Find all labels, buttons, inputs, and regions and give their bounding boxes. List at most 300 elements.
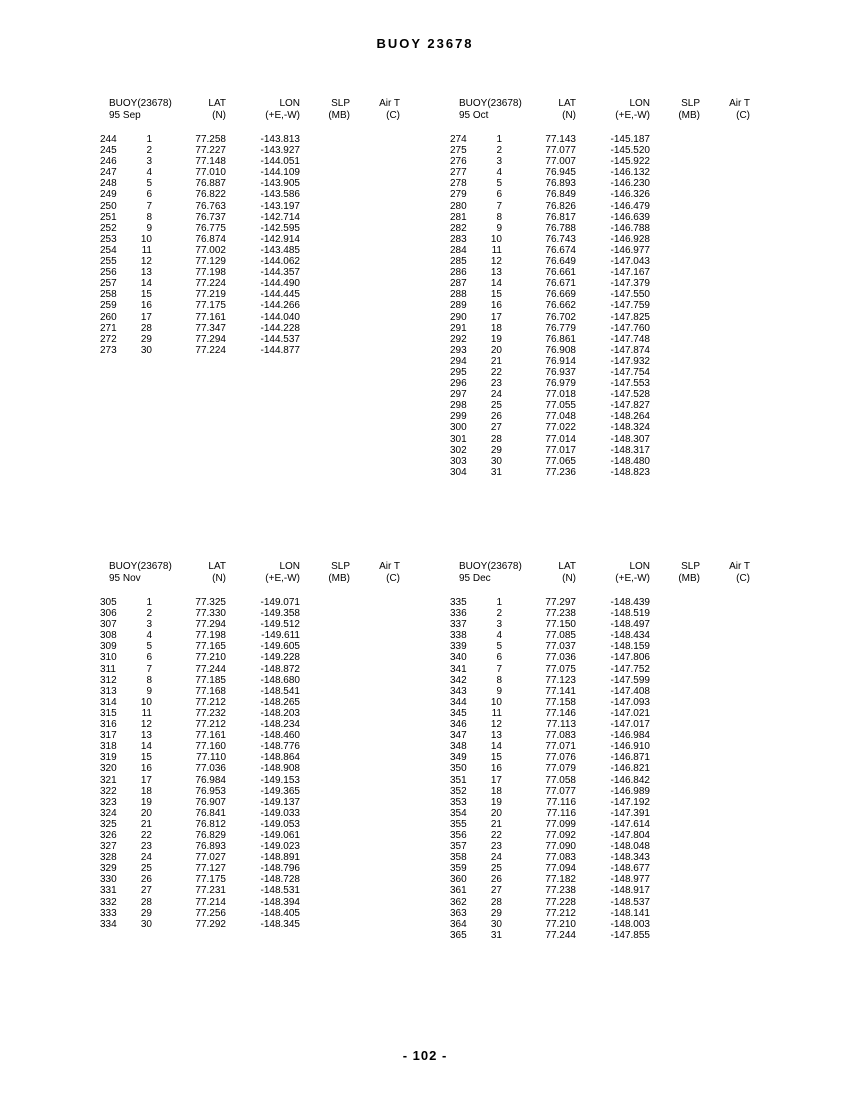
day-of-year-cell: 309 [100,641,117,653]
longitude-cell: -142.714 [260,211,300,223]
latitude-cell: 77.083 [545,852,576,864]
latitude-cell: 77.110 [196,752,226,764]
latitude-cell: 77.212 [545,907,576,919]
longitude-cell: -146.326 [610,189,650,201]
longitude-cell: -148.480 [610,455,650,467]
day-of-month-cell: 28 [140,322,152,334]
buoy-header [109,561,172,585]
lat-header [196,561,226,585]
day-of-month-cell: 18 [490,322,502,334]
table-row [100,708,460,719]
latitude-cell: 76.702 [545,311,576,323]
latitude-cell: 77.116 [546,807,576,819]
longitude-cell: -149.611 [261,630,300,642]
latitude-cell: 77.017 [545,444,576,456]
day-of-year-cell: 291 [450,322,467,334]
table-row [100,300,460,311]
longitude-cell: -148.439 [610,597,650,608]
day-of-year-cell: 360 [450,874,467,886]
day-of-year-cell: 332 [100,896,117,908]
table-row [100,819,460,830]
longitude-cell: -147.017 [610,719,650,731]
longitude-cell: -146.928 [610,233,650,245]
day-of-month-cell: 19 [140,796,152,808]
day-of-year-cell: 353 [450,796,467,808]
latitude-cell: 77.198 [195,630,226,642]
table-row [450,323,810,334]
table-row [450,378,810,389]
day-of-month-cell: 31 [490,929,502,941]
day-of-year-cell: 286 [450,267,467,279]
day-of-year-cell: 250 [100,200,117,212]
table-row [450,819,810,830]
lat-header-label: LAT [558,561,576,572]
longitude-cell: -146.230 [610,178,650,190]
latitude-cell: 77.065 [545,455,576,467]
day-of-year-cell: 244 [100,134,117,145]
longitude-cell: -147.043 [610,256,650,268]
table-row [450,411,810,422]
day-of-month-cell: 2 [496,608,502,620]
longitude-cell: -149.033 [260,807,300,819]
day-of-year-cell: 282 [450,222,467,234]
day-of-year-cell: 325 [100,818,117,830]
day-of-year-cell: 283 [450,233,467,245]
day-of-month-cell: 10 [140,696,152,708]
lat-header-label: LAT [208,561,226,572]
day-of-year-cell: 290 [450,311,467,323]
table-row [450,256,810,267]
day-of-year-cell: 256 [100,267,117,279]
table-row [100,697,460,708]
longitude-cell: -147.855 [610,929,650,941]
day-of-year-cell: 273 [100,344,117,356]
day-of-month-cell: 30 [490,918,502,930]
latitude-cell: 76.893 [195,841,226,853]
slp-header-label: SLP [331,98,350,109]
day-of-year-cell: 271 [100,322,117,334]
longitude-cell: -143.905 [260,178,300,190]
day-of-month-cell: 20 [490,344,502,356]
table-row [450,167,810,178]
table-row [450,797,810,808]
longitude-cell: -148.265 [260,696,300,708]
day-of-year-cell: 247 [100,167,117,179]
longitude-cell: -148.003 [610,918,650,930]
latitude-cell: 76.779 [545,322,576,334]
day-of-year-cell: 300 [450,422,467,434]
day-of-year-cell: 330 [100,874,117,886]
slp-header [320,98,350,122]
table-row [100,201,460,212]
day-of-year-cell: 338 [450,630,467,642]
table-row [100,312,460,323]
day-of-month-cell: 15 [140,289,152,301]
latitude-cell: 77.228 [545,896,576,908]
day-of-month-cell: 24 [140,852,152,864]
day-of-month-cell: 12 [490,719,502,731]
airt-header [360,561,400,585]
latitude-cell: 76.671 [545,278,576,290]
longitude-cell: -149.153 [260,774,300,786]
longitude-cell: -143.813 [260,134,300,145]
day-of-month-cell: 11 [141,707,152,719]
longitude-cell: -146.871 [610,752,650,764]
longitude-cell: -145.520 [610,145,650,157]
table-row [450,467,810,478]
latitude-cell: 77.083 [545,730,576,742]
day-of-year-cell: 249 [100,189,117,201]
airt-unit-label: (C) [736,110,750,121]
day-of-month-cell: 21 [490,355,502,367]
day-of-month-cell: 5 [146,641,152,653]
airt-header-label: Air T [729,98,750,109]
longitude-cell: -149.053 [260,818,300,830]
latitude-cell: 77.002 [195,244,226,256]
table-row [100,652,460,663]
latitude-cell: 76.743 [545,233,576,245]
latitude-cell: 77.182 [545,874,576,886]
lon-header-label: LON [279,98,300,109]
table-row [450,830,810,841]
table-row [450,201,810,212]
longitude-cell: -148.917 [610,885,650,897]
longitude-cell: -148.317 [610,444,650,456]
airt-unit-label: (C) [386,573,400,584]
buoy-id-label: BUOY(23678) [459,98,522,109]
day-of-month-cell: 2 [496,145,502,157]
latitude-cell: 76.775 [195,222,226,234]
data-block-sep [100,98,460,498]
longitude-cell: -146.977 [610,244,650,256]
day-of-month-cell: 7 [146,200,152,212]
latitude-cell: 76.945 [545,167,576,179]
day-of-year-cell: 351 [450,774,467,786]
latitude-cell: 76.674 [545,244,576,256]
slp-header [670,98,700,122]
day-of-month-cell: 9 [146,222,152,234]
latitude-cell: 76.937 [545,366,576,378]
table-row [450,389,810,400]
day-of-year-cell: 323 [100,796,117,808]
day-of-month-cell: 30 [140,344,152,356]
day-of-year-cell: 275 [450,145,467,157]
day-of-year-cell: 345 [450,707,467,719]
table-row [450,597,810,608]
day-of-month-cell: 22 [140,829,152,841]
day-of-year-cell: 324 [100,807,117,819]
lat-unit-label: (N) [212,573,226,584]
latitude-cell: 77.161 [195,730,226,742]
day-of-year-cell: 304 [450,466,467,478]
day-of-month-cell: 28 [490,896,502,908]
day-of-year-cell: 317 [100,730,117,742]
period-label: 95 Nov [109,573,141,584]
longitude-cell: -143.586 [260,189,300,201]
day-of-year-cell: 346 [450,719,467,731]
longitude-cell: -145.187 [610,134,650,145]
day-of-year-cell: 336 [450,608,467,620]
longitude-cell: -149.071 [260,597,300,608]
table-row [100,908,460,919]
longitude-cell: -148.680 [260,674,300,686]
day-of-month-cell: 5 [496,641,502,653]
day-of-month-cell: 23 [490,841,502,853]
table-row [100,145,460,156]
table-row [100,289,460,300]
latitude-cell: 77.075 [545,663,576,675]
table-row [450,422,810,433]
table-row [450,808,810,819]
lon-header-label: LON [629,561,650,572]
table-row [100,863,460,874]
latitude-cell: 76.763 [195,200,226,212]
day-of-month-cell: 16 [490,763,502,775]
table-row [100,234,460,245]
table-row [450,775,810,786]
day-of-year-cell: 342 [450,674,467,686]
longitude-cell: -144.228 [260,322,300,334]
day-of-month-cell: 3 [146,619,152,631]
buoy-id-label: BUOY(23678) [459,561,522,572]
day-of-month-cell: 6 [146,652,152,664]
latitude-cell: 77.113 [546,719,576,731]
latitude-cell: 77.214 [195,896,226,908]
longitude-cell: -146.842 [610,774,650,786]
day-of-year-cell: 277 [450,167,467,179]
day-of-month-cell: 29 [490,907,502,919]
day-of-month-cell: 12 [140,256,152,268]
latitude-cell: 77.150 [545,619,576,631]
longitude-cell: -148.541 [260,685,300,697]
latitude-cell: 77.224 [195,344,226,356]
day-of-year-cell: 253 [100,233,117,245]
day-of-month-cell: 25 [140,863,152,875]
longitude-cell: -148.203 [260,707,300,719]
table-row [450,189,810,200]
table-row [100,885,460,896]
day-of-year-cell: 354 [450,807,467,819]
latitude-cell: 77.238 [545,885,576,897]
day-of-month-cell: 22 [490,366,502,378]
table-row [450,345,810,356]
table-row [100,741,460,752]
latitude-cell: 77.161 [195,311,226,323]
table-row [450,919,810,930]
day-of-month-cell: 14 [140,278,152,290]
day-of-year-cell: 301 [450,433,467,445]
day-of-month-cell: 16 [140,300,152,312]
table-row [450,156,810,167]
day-of-month-cell: 14 [490,278,502,290]
table-row [450,400,810,411]
table-row [100,919,460,930]
longitude-cell: -148.048 [610,841,650,853]
latitude-cell: 77.165 [195,641,226,653]
lon-unit-label: (+E,-W) [265,573,300,584]
table-row [100,852,460,863]
lon-header-label: LON [279,561,300,572]
latitude-cell: 76.812 [195,818,226,830]
longitude-cell: -144.877 [260,344,300,356]
latitude-cell: 77.123 [545,674,576,686]
day-of-year-cell: 333 [100,907,117,919]
latitude-cell: 77.158 [545,696,576,708]
table-row [450,334,810,345]
longitude-cell: -148.891 [260,852,300,864]
table-row [100,797,460,808]
lat-unit-label: (N) [212,110,226,121]
latitude-cell: 77.256 [195,907,226,919]
latitude-cell: 77.018 [545,389,576,401]
day-of-year-cell: 287 [450,278,467,290]
longitude-cell: -147.192 [610,796,650,808]
table-row [450,863,810,874]
day-of-year-cell: 293 [450,344,467,356]
day-of-month-cell: 4 [146,167,152,179]
day-of-month-cell: 30 [490,455,502,467]
latitude-cell: 76.874 [195,233,226,245]
latitude-cell: 77.212 [195,696,226,708]
table-row [450,708,810,719]
day-of-year-cell: 246 [100,156,117,168]
day-of-month-cell: 20 [490,807,502,819]
table-row [100,775,460,786]
table-row [100,608,460,619]
longitude-cell: -147.754 [610,366,650,378]
day-of-year-cell: 337 [450,619,467,631]
longitude-cell: -147.021 [610,707,650,719]
day-of-year-cell: 308 [100,630,117,642]
day-of-month-cell: 2 [146,608,152,620]
day-of-year-cell: 292 [450,333,467,345]
longitude-cell: -144.051 [260,156,300,168]
longitude-cell: -142.914 [260,233,300,245]
latitude-cell: 77.236 [545,466,576,478]
longitude-cell: -148.908 [260,763,300,775]
day-of-year-cell: 365 [450,929,467,941]
data-rows [450,597,810,941]
data-block-oct [450,98,810,498]
longitude-cell: -148.537 [610,896,650,908]
day-of-year-cell: 254 [100,244,117,256]
day-of-month-cell: 29 [140,907,152,919]
buoy-id-label: BUOY(23678) [109,98,172,109]
day-of-year-cell: 321 [100,774,117,786]
latitude-cell: 77.077 [545,785,576,797]
latitude-cell: 77.168 [195,685,226,697]
airt-header [710,561,750,585]
day-of-month-cell: 14 [490,741,502,753]
day-of-year-cell: 363 [450,907,467,919]
day-of-year-cell: 356 [450,829,467,841]
page-title: BUOY 23678 [376,36,474,51]
slp-header [670,561,700,585]
day-of-year-cell: 350 [450,763,467,775]
day-of-year-cell: 310 [100,652,117,664]
day-of-year-cell: 257 [100,278,117,290]
table-row [100,256,460,267]
day-of-month-cell: 8 [496,674,502,686]
longitude-cell: -148.264 [610,411,650,423]
table-row [100,245,460,256]
day-of-year-cell: 328 [100,852,117,864]
table-row [450,908,810,919]
latitude-cell: 77.219 [195,289,226,301]
latitude-cell: 77.198 [195,267,226,279]
table-row [450,223,810,234]
day-of-year-cell: 326 [100,829,117,841]
latitude-cell: 77.210 [195,652,226,664]
table-row [100,212,460,223]
day-of-year-cell: 341 [450,663,467,675]
day-of-year-cell: 361 [450,885,467,897]
day-of-month-cell: 21 [140,818,152,830]
latitude-cell: 76.826 [545,200,576,212]
longitude-cell: -144.109 [260,167,300,179]
day-of-month-cell: 12 [140,719,152,731]
day-of-month-cell: 1 [496,134,502,145]
latitude-cell: 77.076 [545,752,576,764]
longitude-cell: -148.394 [260,896,300,908]
lon-header [590,561,650,585]
latitude-cell: 77.244 [545,929,576,941]
day-of-year-cell: 274 [450,134,467,145]
longitude-cell: -147.614 [610,818,650,830]
table-row [100,167,460,178]
table-row [450,930,810,941]
latitude-cell: 76.979 [545,378,576,390]
table-row [450,245,810,256]
day-of-year-cell: 312 [100,674,117,686]
longitude-cell: -148.872 [260,663,300,675]
day-of-month-cell: 27 [490,885,502,897]
latitude-cell: 77.007 [545,156,576,168]
latitude-cell: 76.953 [195,785,226,797]
day-of-year-cell: 306 [100,608,117,620]
table-row [450,367,810,378]
longitude-cell: -149.605 [260,641,300,653]
table-row [100,763,460,774]
longitude-cell: -149.358 [260,608,300,620]
longitude-cell: -147.804 [610,829,650,841]
longitude-cell: -144.445 [260,289,300,301]
day-of-month-cell: 26 [490,874,502,886]
day-of-year-cell: 303 [450,455,467,467]
latitude-cell: 77.071 [545,741,576,753]
latitude-cell: 77.036 [545,652,576,664]
latitude-cell: 76.661 [545,267,576,279]
table-row [450,885,810,896]
day-of-month-cell: 24 [490,389,502,401]
data-block-nov [100,561,460,961]
day-of-year-cell: 260 [100,311,117,323]
day-of-month-cell: 1 [496,597,502,608]
latitude-cell: 76.669 [545,289,576,301]
day-of-month-cell: 15 [490,752,502,764]
longitude-cell: -146.989 [610,785,650,797]
day-of-month-cell: 6 [496,189,502,201]
longitude-cell: -146.479 [610,200,650,212]
slp-header-label: SLP [681,98,700,109]
lon-unit-label: (+E,-W) [265,110,300,121]
table-row [450,763,810,774]
day-of-month-cell: 23 [140,841,152,853]
latitude-cell: 76.841 [195,807,226,819]
table-row [100,619,460,630]
latitude-cell: 77.127 [195,863,226,875]
day-of-year-cell: 349 [450,752,467,764]
